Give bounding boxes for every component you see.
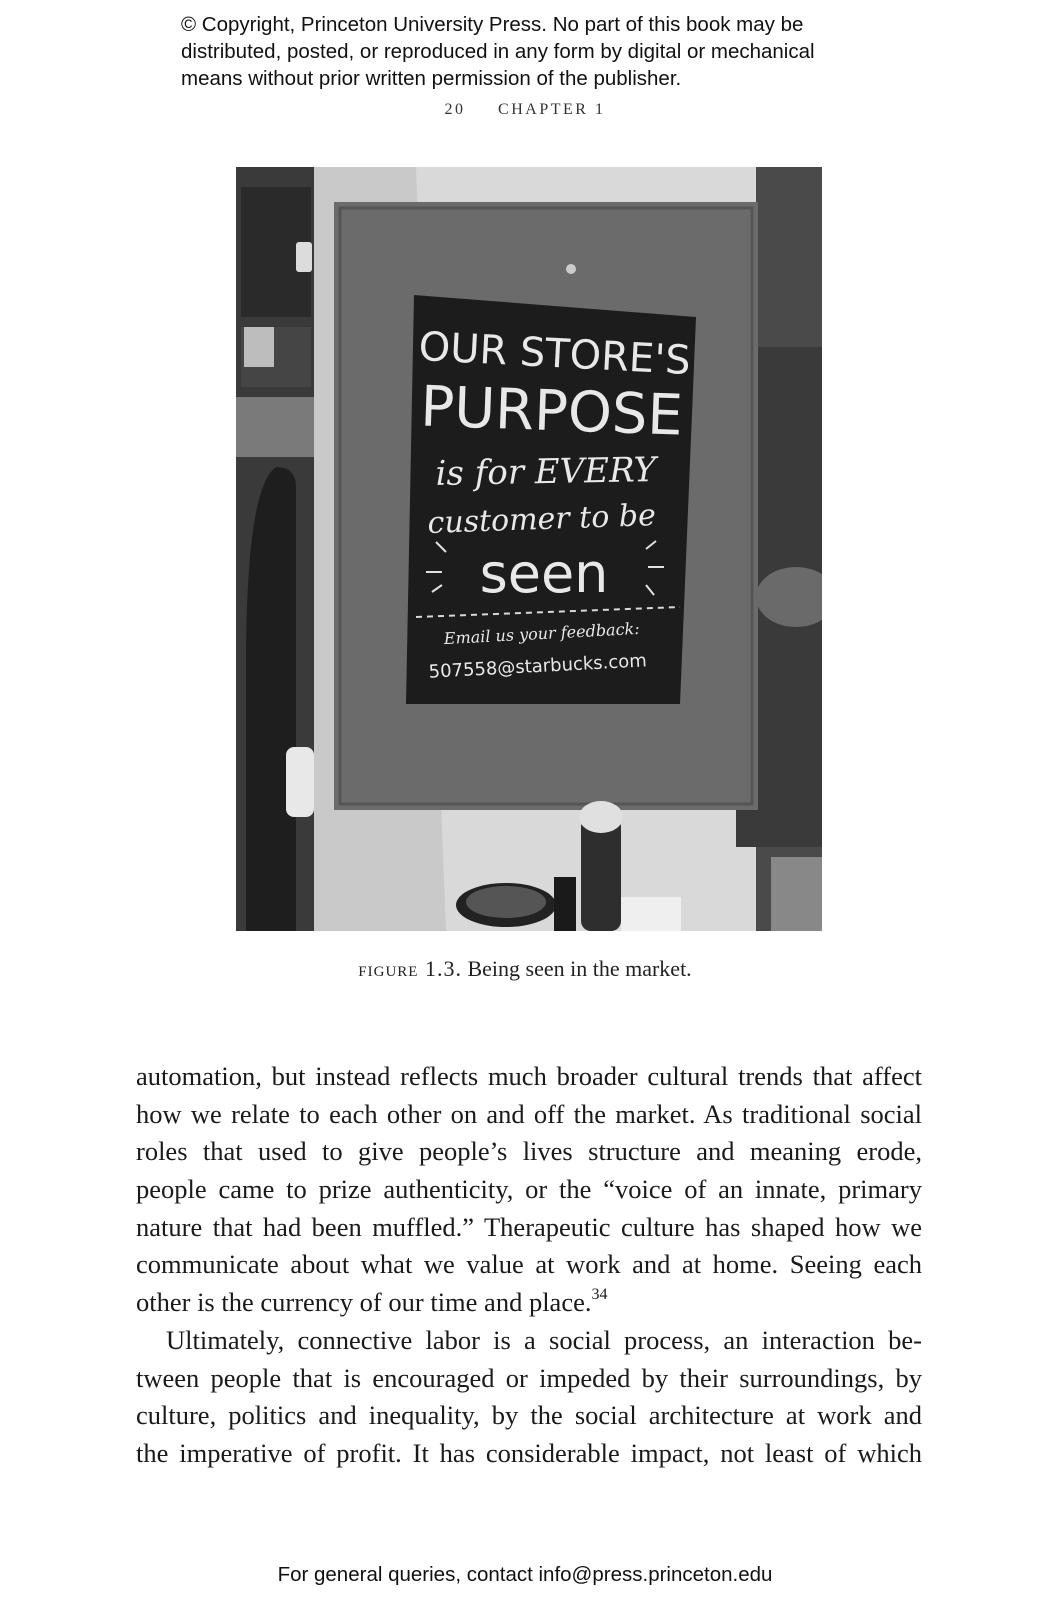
chapter-title: CHAPTER 1	[498, 101, 606, 118]
bottle	[581, 817, 621, 931]
sign-line: customer to be	[426, 498, 657, 541]
copyright-notice	[181, 11, 901, 92]
copyright-line: distributed, posted, or reproduced in any form by digital or mechanical	[181, 40, 815, 63]
body-text	[136, 1058, 922, 1473]
footer-notice: For general queries, contact info@press.princeton.edu	[277, 1563, 773, 1586]
text-line	[136, 1284, 922, 1322]
text-line: automation, but instead reflects much broader cultural trends that affect	[136, 1061, 922, 1091]
cup-top	[466, 886, 546, 918]
chalkboard-sign-photo	[236, 167, 822, 931]
figure-caption	[0, 956, 1050, 982]
text-line: the imperative of profit. It has considerable impact, not least of which	[136, 1437, 922, 1468]
copyright-line: means without prior written permission of the publisher.	[181, 67, 682, 90]
text-line-content: other is the currency of our time and place.	[136, 1287, 592, 1318]
footnote-marker: 34	[591, 1286, 608, 1304]
text-line: people came to prize authenticity, or the “voice of an innate, primary	[136, 1174, 922, 1205]
text-line: communicate about what we value at work and at home. Seeing each	[136, 1249, 922, 1280]
sign-line: PURPOSE	[419, 374, 684, 449]
sign-line: OUR STORE'S	[417, 323, 692, 385]
text-line: roles that used to give people’s lives structure and meaning erode,	[136, 1136, 922, 1167]
sign-line: 507558@starbucks.com	[428, 650, 648, 683]
text-line: culture, politics and inequality, by the social architecture at work and	[136, 1400, 922, 1431]
tile-wall	[236, 397, 316, 457]
machine-handle	[286, 747, 314, 817]
caption-text: Being seen in the market.	[467, 956, 692, 981]
napkin-box	[621, 897, 681, 931]
running-head	[0, 101, 1050, 119]
figure-photo	[236, 167, 822, 931]
copyright-line: © Copyright, Princeton University Press. No part of this book may be	[181, 13, 804, 36]
cup-icon	[296, 242, 312, 272]
text-line: tween people that is encouraged or impeded by their surroundings, by	[136, 1362, 922, 1393]
sign-line: Email us your feedback:	[443, 618, 641, 649]
sign-line: is for EVERY	[435, 450, 657, 494]
text-line: Ultimately, connective labor is a social process, an interaction be-	[166, 1324, 922, 1355]
page-number: 20	[444, 101, 466, 118]
bottle-cap	[579, 801, 623, 833]
text-line: how we relate to each other on and off the market. As traditional social	[136, 1098, 922, 1129]
caption-label: figure 1.3.	[358, 956, 462, 981]
cup-icon	[244, 327, 274, 367]
machine	[246, 467, 296, 931]
price-tag	[554, 877, 576, 931]
text-line: nature that had been muffled.” Therapeutic culture has shaped how we	[136, 1211, 922, 1242]
floor	[771, 857, 822, 931]
sign-line: seen	[479, 542, 609, 605]
frame-nail	[566, 264, 576, 274]
